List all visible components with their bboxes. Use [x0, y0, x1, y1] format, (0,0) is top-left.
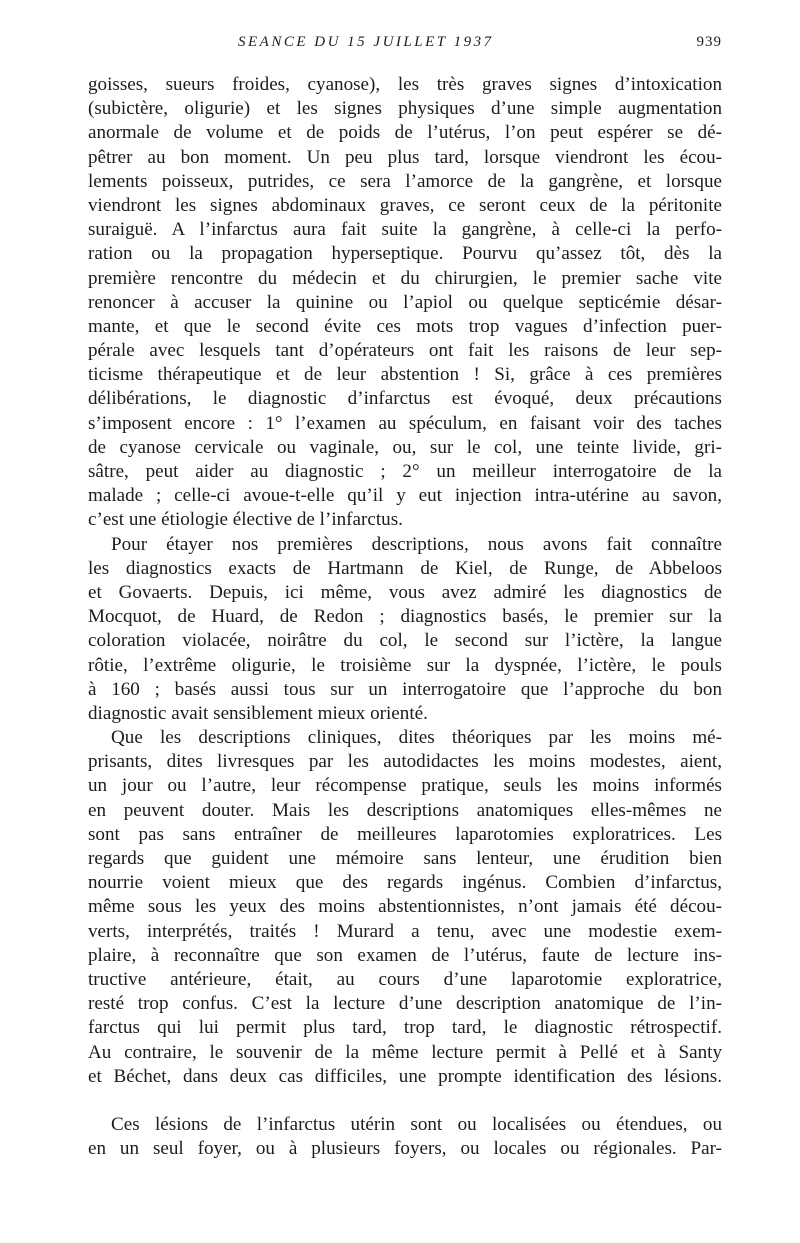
text-line: sâtre, peut aider au diagnostic ; 2° un meilleur interrogatoire de la [88, 461, 722, 482]
text-line: prisants, dites livresques par les autodidactes les moins modestes, aient, [88, 751, 722, 773]
text-line: Pour étayer nos premières descriptions, nous avons fait connaître [111, 533, 722, 555]
text-line: viendront les signes abdominaux graves, ce seront ceux de la péritonite [88, 194, 722, 216]
text-line: coloration violacée, noirâtre du col, le second sur l’ictère, la langue [88, 630, 722, 652]
body-text [88, 73, 722, 1161]
text-line: et Béchet, dans deux cas difficiles, une prompte identification des lésions. [88, 1065, 722, 1087]
text-line: pêtrer au bon moment. Un peu plus tard, lorsque viendront les écou- [88, 146, 722, 168]
text-line: pérale avec lesquels tant d’opérateurs ont fait les raisons de leur sep- [88, 340, 722, 362]
page-header [88, 34, 722, 56]
text-line: malade ; celle-ci avoue-t-elle qu’il y eut injection intra-utérine au savon, [88, 485, 722, 507]
text-line: lements poisseux, putrides, ce sera l’amorce de la gangrène, et lorsque [88, 170, 722, 192]
text-line: les diagnostics exacts de Hartmann de Kiel, de Runge, de Abbeloos [88, 557, 722, 579]
text-line: en peuvent douter. Mais les descriptions anatomiques elles-mêmes ne [88, 799, 722, 821]
text-line: Que les descriptions cliniques, dites théoriques par les moins mé- [111, 727, 722, 749]
text-line: même sous les yeux des moins abstentionnistes, n’ont jamais été décou- [88, 896, 722, 918]
text-line: anormale de volume et de poids de l’utérus, l’on peut espérer se dé- [88, 122, 722, 144]
text-line: c’est une étiologie élective de l’infarctus. [88, 509, 403, 531]
text-line: et Govaerts. Depuis, ici même, vous avez admiré les diagnostics de [88, 581, 722, 603]
text-line: plaire, à reconnaître que son examen de l’utérus, faute de lecture ins- [88, 944, 722, 966]
text-line: resté trop confus. C’est la lecture d’une description anatomique de l’in- [88, 993, 722, 1015]
paragraph-2 [88, 533, 722, 727]
text-line: de cyanose cervicale ou vaginale, ou, sur le col, une teinte livide, gri- [88, 436, 722, 458]
text-line: ticisme thérapeutique et de leur abstention ! Si, grâce à ces premières [88, 364, 722, 386]
text-line: renoncer à accuser la quinine ou l’apiol ou quelque septicémie désar- [88, 291, 722, 313]
text-line: goisses, sueurs froides, cyanose), les très graves signes d’intoxication [88, 74, 722, 95]
text-line: Ces lésions de l’infarctus utérin sont ou localisées ou étendues, ou [111, 1113, 722, 1135]
text-line: nourrie voient mieux que des regards ingénus. Combien d’infarctus, [88, 872, 722, 894]
text-line: un jour ou l’autre, leur récompense pratique, seuls les moins informés [88, 775, 722, 797]
text-line: rôtie, l’extrême oligurie, le troisième sur la dyspnée, l’ictère, le pouls [88, 654, 722, 676]
page-number: 939 [696, 34, 722, 50]
text-line: farctus qui lui permit plus tard, trop tard, le diagnostic rétrospectif. [88, 1017, 722, 1039]
text-line: (subictère, oligurie) et les signes physiques d’une simple augmentation [88, 98, 722, 120]
text-line: suraiguë. A l’infarctus aura fait suite la gangrène, à celle-ci la perfo- [88, 219, 722, 241]
text-line: en un seul foyer, ou à plusieurs foyers, ou locales ou régionales. Par- [88, 1138, 722, 1160]
text-line: Mocquot, de Huard, de Redon ; diagnostics basés, le premier sur la [88, 606, 722, 628]
text-line: ration ou la propagation hyperseptique. Pourvu qu’assez tôt, dès la [88, 243, 722, 265]
text-line: tructive antérieure, était, au cours d’une laparotomie exploratrice, [88, 968, 722, 990]
text-line: à 160 ; basés aussi tous sur un interrogatoire que l’approche du bon [88, 678, 722, 700]
paragraph-4 [88, 1113, 722, 1161]
text-line: s’imposent encore : 1° l’examen au spéculum, en faisant voir des taches [88, 412, 722, 434]
paragraph-1 [88, 73, 722, 533]
text-line: diagnostic avait sensiblement mieux orienté. [88, 702, 428, 724]
text-line: première rencontre du médecin et du chirurgien, le premier sache vite [88, 267, 722, 289]
text-line: sont pas sans entraîner de meilleures laparotomies exploratrices. Les [88, 823, 722, 845]
text-line: verts, interprétés, traités ! Murard a tenu, avec une modestie exem- [88, 920, 722, 942]
running-header-title: SEANCE DU 15 JUILLET 1937 [238, 34, 494, 50]
text-line: regards que guident une mémoire sans lenteur, une érudition bien [88, 848, 722, 869]
text-line: délibérations, le diagnostic d’infarctus est évoqué, deux précautions [88, 388, 722, 410]
text-line: Au contraire, le souvenir de la même lecture permit à Pellé et à Santy [88, 1041, 722, 1063]
paragraph-3 [88, 726, 722, 1089]
text-line: mante, et que le second évite ces mots trop vagues d’infection puer- [88, 315, 722, 337]
